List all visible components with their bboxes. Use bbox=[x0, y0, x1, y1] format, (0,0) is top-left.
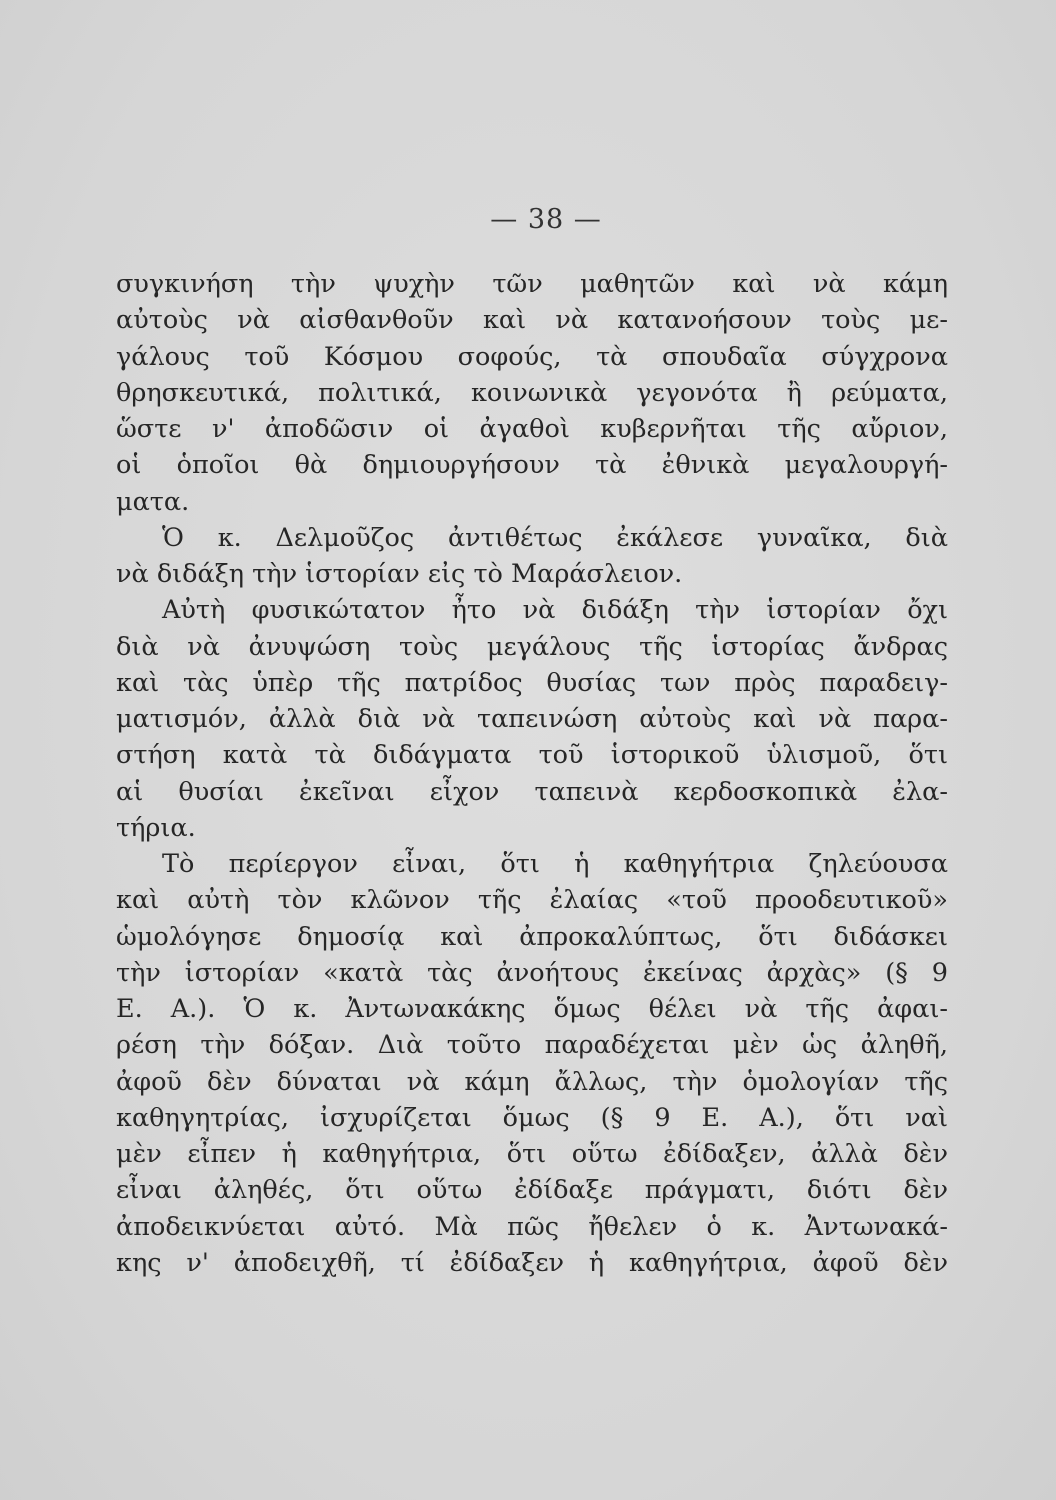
text-line: Ε. Α.). Ὁ κ. Ἀντωνακάκης ὅμως θέλει νὰ τῆς ἀφαι- bbox=[116, 994, 948, 1024]
text-line: εἶναι ἀληθές, ὅτι οὕτω ἐδίδαξε πράγματι, διότι δὲν bbox=[116, 1175, 948, 1206]
text-line: ματα. bbox=[116, 486, 190, 517]
text-line: αἱ θυσίαι ἐκεῖναι εἶχον ταπεινὰ κερδοσκοπικὰ ἐλα- bbox=[116, 776, 948, 807]
paragraph-start-line: Ὁ κ. Δελμοῦζος ἀντιθέτως ἐκάλεσε γυναῖκα, διὰ bbox=[162, 522, 948, 553]
text-line: στήση κατὰ τὰ διδάγματα τοῦ ἱστορικοῦ ὑλισμοῦ, ὅτι bbox=[116, 740, 948, 771]
text-line: τὴν ἱστορίαν «κατὰ τὰς ἀνοήτους ἐκείνας ἀρχὰς» (§ 9 bbox=[116, 957, 948, 988]
text-line: οἱ ὁποῖοι θὰ δημιουργήσουν τὰ ἐθνικὰ μεγαλουργή- bbox=[116, 450, 948, 481]
text-line: ὥστε ν' ἀποδῶσιν οἱ ἀγαθοὶ κυβερνῆται τῆς αὔριον, bbox=[116, 414, 948, 444]
text-line: ἀφοῦ δὲν δύναται νὰ κάμη ἄλλως, τὴν ὁμολογίαν τῆς bbox=[116, 1066, 948, 1097]
text-line: διὰ νὰ ἀνυψώση τοὺς μεγάλους τῆς ἱστορίας ἄνδρας bbox=[116, 631, 948, 662]
text-line: μὲν εἶπεν ἡ καθηγήτρια, ὅτι οὕτω ἐδίδαξεν, ἀλλὰ δὲν bbox=[116, 1139, 948, 1169]
text-line: ὡμολόγησε δημοσίᾳ καὶ ἀπροκαλύπτως, ὅτι διδάσκει bbox=[116, 921, 948, 952]
text-line: καὶ τὰς ὑπὲρ τῆς πατρίδος θυσίας των πρὸς παραδειγ- bbox=[116, 667, 948, 698]
text-line: ματισμόν, ἀλλὰ διὰ νὰ ταπεινώση αὐτοὺς καὶ νὰ παρα- bbox=[116, 704, 948, 734]
text-line: καθηγητρίας, ἰσχυρίζεται ὅμως (§ 9 Ε. Α.), ὅτι ναὶ bbox=[116, 1102, 948, 1133]
paragraph-start-line: Αὐτὴ φυσικώτατον ἦτο νὰ διδάξη τὴν ἱστορίαν ὄχι bbox=[162, 595, 948, 626]
text-line: κης ν' ἀποδειχθῆ, τί ἐδίδαξεν ἡ καθηγήτρια, ἀφοῦ δὲν bbox=[116, 1247, 948, 1278]
body-text bbox=[116, 266, 948, 1281]
text-line: ρέση τὴν δόξαν. Διὰ τοῦτο παραδέχεται μὲν ὡς ἀληθῆ, bbox=[116, 1030, 948, 1061]
text-line: καὶ αὐτὴ τὸν κλῶνον τῆς ἐλαίας «τοῦ προοδευτικοῦ» bbox=[116, 885, 948, 916]
paragraph-start-line: Τὸ περίεργον εἶναι, ὅτι ἡ καθηγήτρια ζηλεύουσα bbox=[162, 849, 948, 879]
page-number: — 38 — bbox=[490, 204, 602, 235]
text-line: αὐτοὺς νὰ αἰσθανθοῦν καὶ νὰ κατανοήσουν τοὺς με- bbox=[116, 305, 948, 336]
text-line: τήρια. bbox=[116, 812, 196, 843]
text-line: γάλους τοῦ Κόσμου σοφούς, τὰ σπουδαῖα σύγχρονα bbox=[116, 341, 948, 372]
text-line: θρησκευτικά, πολιτικά, κοινωνικὰ γεγονότα ἢ ρεύματα, bbox=[116, 377, 948, 408]
text-line: νὰ διδάξη τὴν ἱστορίαν εἰς τὸ Μαράσλειον. bbox=[116, 559, 683, 589]
text-line: ἀποδεικνύεται αὐτό. Μὰ πῶς ἤθελεν ὁ κ. Ἀντωνακά- bbox=[116, 1211, 948, 1242]
text-line: συγκινήση τὴν ψυχὴν τῶν μαθητῶν καὶ νὰ κάμη bbox=[116, 269, 948, 299]
